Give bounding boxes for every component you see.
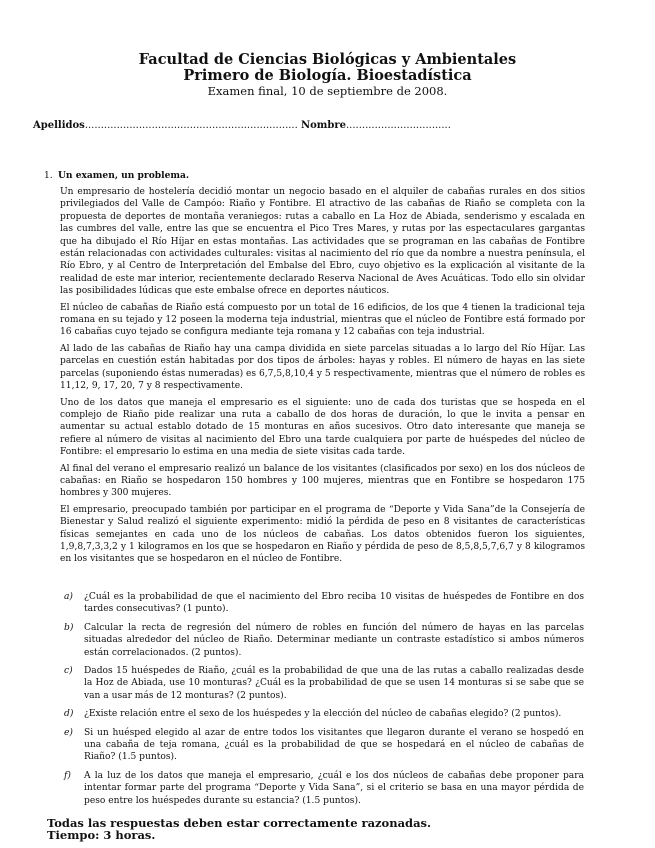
sub-question-text: ¿Existe relación entre el sexo de los huéspedes y la elección del núcleo de cabañas elegido? (2 puntos). — [84, 709, 562, 720]
sub-question — [64, 708, 584, 720]
apellidos-label: Apellidos — [33, 120, 85, 131]
exam-header — [0, 52, 655, 98]
instructions-note: Todas las respuestas deben estar correctamente razonadas. — [47, 816, 432, 830]
question-number: 1. — [44, 171, 53, 181]
faculty-title: Facultad de Ciencias Biológicas y Ambientales — [138, 51, 517, 68]
sub-question — [64, 727, 584, 764]
sub-question-label: f) — [64, 770, 71, 781]
apellidos-blank: ................................................................... — [84, 120, 298, 131]
problem-statement — [60, 186, 585, 570]
exam-footer — [47, 817, 431, 841]
sub-question-label: d) — [64, 709, 74, 720]
sub-question-text: Si un huésped elegido al azar de entre todos los visitantes que llegaron durante el verano se hospedó en una cabaña de teja romana, ¿cuál es la probabilidad de que se hospedará en el núcleo de cabañas de Riaño? (1.5 puntos). — [84, 727, 584, 763]
paragraph: Al final del verano el empresario realizó un balance de los visitantes (clasificados por sexo) en los dos núcleos de cabañas: en Riaño se hospedaron 150 hombres y 100 mujeres, mientras que en Fontibre se hospedaron 175 hombres y 300 mujeres. — [60, 463, 585, 499]
sub-questions — [64, 591, 584, 813]
sub-question-text: Dados 15 huéspedes de Riaño, ¿cuál es la probabilidad de que una de las rutas a caballo realizadas desde la Hoz de Abiada, use 10 monturas? ¿Cuál es la probabilidad de que se usen 14 monturas si se sabe que se van a usar más de 12 monturas? (2 puntos). — [84, 666, 584, 701]
sub-question-label: c) — [64, 666, 73, 677]
paragraph: El empresario, preocupado también por participar en el programa de “Deporte y Vida Sana”de la Consejería de Bienestar y Salud realizó el siguiente experimento: midió la pérdida de peso en 8 visitantes de características físicas semejantes en cada uno de los núcleos de cabañas. Los datos obtenidos fueron los siguientes, 1,9,8,7,3,3,2 y 1 kilogramos en los que se hospedaron en Riaño y pérdida de peso de 8,5,8,5,7,6,7 y 8 kilogramos en los visitantes que se hospedaron en el núcleo de Fontibre. — [60, 504, 585, 565]
course-title: Primero de Biología. Bioestadística — [183, 67, 472, 84]
sub-question-label: a) — [64, 592, 73, 602]
nombre-blank: ................................. — [346, 120, 451, 131]
sub-question-text: ¿Cuál es la probabilidad de que el nacimiento del Ebro reciba 10 visitas de huéspedes de Fontibre en dos tardes consecutivas? (1 punto). — [84, 592, 584, 615]
question-title — [44, 170, 584, 182]
paragraph: Al lado de las cabañas de Riaño hay una campa dividida en siete parcelas situadas a lo largo del Río Híjar. Las parcelas en cuestión están habitadas por dos tipos de árboles: hayas y robles. El número de hayas en las siete parcelas (suponiendo éstas numeradas) es 6,7,5,8,10,4 y 5 respectivamente, mientras que el número de robles es 11,12, 9, 17, 20, 7 y 8 respectivamente. — [60, 343, 585, 392]
paragraph: Un empresario de hostelería decidió montar un negocio basado en el alquiler de cabañas rurales en dos sitios privilegiados del Valle de Campóo: Riaño y Fontibre. El atractivo de las cabañas de Riaño se completa con la propuesta de deportes de montaña veraniegos: rutas a caballo en La Hoz de Abiada, senderismo y escalada en las cumbres del valle, entre las que se encuentra el Pico Tres Mares, y rutas por las espectaculares gargantas que ha dibujado el Río Híjar en estas montañas. Las actividades que se programan en las cabañas de Fontibre están relacionadas con actividades culturales: visitas al nacimiento del río que da nombre a nuestra península, el Río Ebro, y al Centro de Interpretación del Embalse del Ebro, cuyo objetivo es la explicación al visitante de la realidad de este mar interior, recientemente declarado Reserva Nacional de Aves Acuáticas. Todo ello sin olvidar las posibilidades lúdicas que este embalse ofrece en deportes náuticos. — [60, 187, 585, 297]
sub-question-label: e) — [64, 727, 73, 738]
sub-question-label: b) — [64, 622, 74, 633]
question-title-text: Un examen, un problema. — [58, 170, 190, 181]
paragraph: El núcleo de cabañas de Riaño está compuesto por un total de 16 edificios, de los que 4 tienen la tradicional teja romana en su tejado y 12 poseen la moderna teja industrial, mientras que el núcleo de Fontibre está formado por 16 cabañas cuyo tejado se configura mediante teja romana y 12 cabañas con teja industrial. — [60, 302, 585, 338]
question-1 — [44, 170, 584, 184]
sub-question — [64, 770, 584, 807]
sub-question — [64, 665, 584, 702]
sub-question-text: A la luz de los datos que maneja el empresario, ¿cuál e los dos núcleos de cabañas debe proponer para intentar formar parte del programa “Deporte y Vida Sana”, si el criterio se basa en una mayor pérdida de peso entre los huéspedes durante su estancia? (1.5 puntos). — [84, 770, 584, 806]
sub-question — [64, 591, 584, 616]
time-limit: Tiempo: 3 horas. — [47, 828, 156, 842]
paragraph: Uno de los datos que maneja el empresario es el siguiente: uno de cada dos turistas que se hospeda en el complejo de Riaño pide realizar una ruta a caballo de dos horas de duración, lo que le invita a pensar en aumentar su actual establo dotado de 15 monturas en años sucesivos. Otro dato interesante que maneja se refiere al número de visitas al nacimiento del Ebro una tarde cualquiera por parte de huéspedes del núcleo de Fontibre: el empresario lo estima en una media de siete visitas cada tarde. — [60, 397, 585, 458]
exam-date: Examen final, 10 de septiembre de 2008. — [207, 84, 448, 98]
sub-question — [64, 622, 584, 659]
student-name-line — [33, 120, 451, 131]
nombre-label: Nombre — [300, 120, 346, 131]
sub-question-text: Calcular la recta de regresión del número de robles en función del número de hayas en las parcelas situadas alrededor del núcleo de Riaño. Determinar mediante un contraste estadístico si ambos números están correlacionados. (2 puntos). — [84, 622, 584, 658]
